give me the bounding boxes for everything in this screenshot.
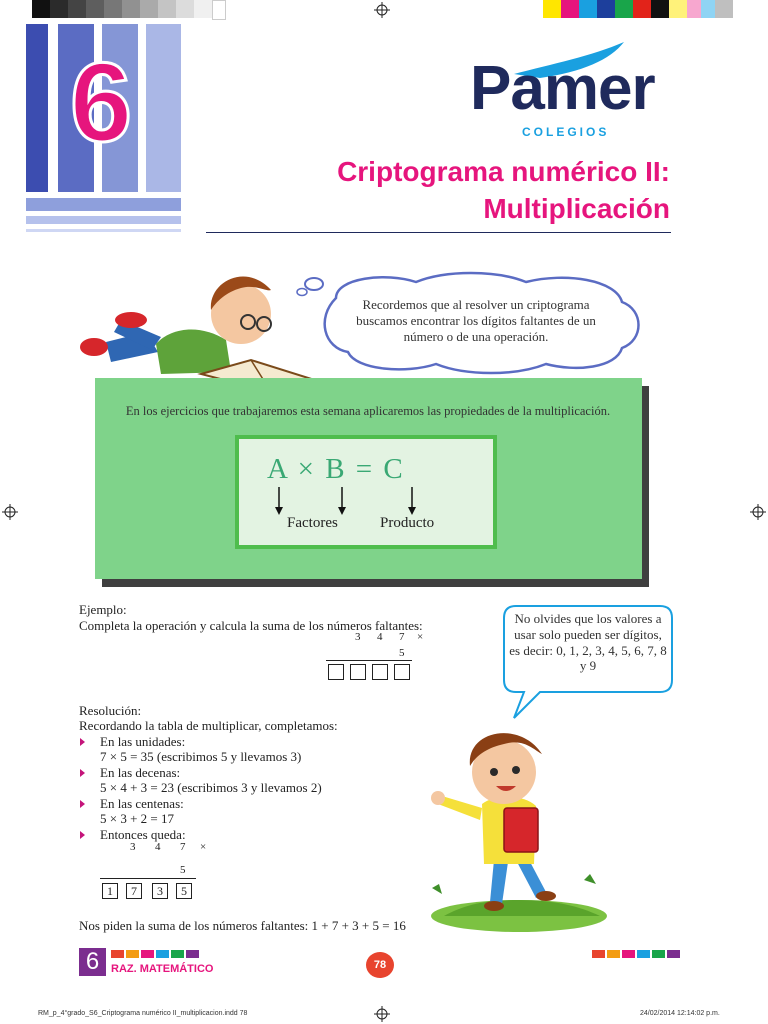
page-number-badge: 78 xyxy=(366,952,394,978)
step-detail: 5 × 3 + 2 = 17 xyxy=(100,811,174,826)
resolution-intro: Recordando la tabla de multiplicar, completamos: xyxy=(79,718,338,733)
resolution-heading: Resolución: xyxy=(79,703,142,718)
result-digit: 3 xyxy=(152,883,168,899)
step-label: En las unidades: xyxy=(100,734,186,749)
bullet-icon xyxy=(80,831,85,839)
logo-subtext: COLEGIOS xyxy=(522,125,610,139)
page-title-line2: Multiplicación xyxy=(483,193,670,224)
bullet-icon xyxy=(80,738,85,746)
missing-digit-box xyxy=(350,664,366,680)
conclusion-text: Nos piden la suma de los números faltantes: 1 + 7 + 3 + 5 = 16 xyxy=(79,918,406,933)
date-info: 24/02/2014 12:14:02 p.m. xyxy=(640,1010,720,1017)
registration-mark-icon xyxy=(750,504,766,520)
concept-intro: En los ejercicios que trabajaremos esta semana aplicaremos las propiedades de la multiplicación. xyxy=(125,404,611,418)
registration-mark-icon xyxy=(2,504,18,520)
step-detail: 7 × 5 = 35 (escribimos 5 y llevamos 3) xyxy=(100,749,302,764)
concept-box xyxy=(95,378,642,579)
missing-digit-box xyxy=(328,664,344,680)
example-heading: Ejemplo: xyxy=(79,602,127,617)
logo-wordmark: Pamer xyxy=(470,54,655,123)
step-label: En las decenas: xyxy=(100,765,181,780)
footer-subject: RAZ. MATEMÁTICO xyxy=(111,963,214,975)
formula-arrows xyxy=(239,485,493,517)
step-detail: 5 × 4 + 3 = 23 (escribimos 3 y llevamos 2) xyxy=(100,780,322,795)
footer-chapter-badge: 6 xyxy=(79,948,106,976)
page-title-line1: Criptograma numérico II: xyxy=(337,156,670,187)
speech-bubble-text: No olvides que los valores a usar solo pueden ser dígitos, es decir: 0, 1, 2, 3, 4, 5, 6, 7, 8 y 9 xyxy=(509,611,667,674)
missing-digit-box xyxy=(372,664,388,680)
boy-with-book-illustration xyxy=(424,720,614,932)
result-digit: 7 xyxy=(126,883,142,899)
formula-card xyxy=(235,435,497,549)
result-digit: 1 xyxy=(102,883,118,899)
result-digit: 5 xyxy=(176,883,192,899)
registration-mark-icon xyxy=(374,2,390,18)
chapter-number: 6 xyxy=(69,40,133,165)
thought-bubble-text: Recordemos que al resolver un criptograma buscamos encontrar los dígitos faltantes de un número o de una operación. xyxy=(356,297,596,344)
step-label: Entonces queda: xyxy=(100,827,186,842)
formula-text: A × B = C xyxy=(267,453,405,485)
missing-digit-box xyxy=(394,664,410,680)
factors-label: Factores xyxy=(287,515,338,531)
title-underline xyxy=(206,232,671,233)
example-prompt: Completa la operación y calcula la suma de los números faltantes: xyxy=(79,618,423,633)
boy-reading-illustration xyxy=(76,262,326,397)
product-label: Producto xyxy=(380,515,435,531)
file-info: RM_p_4°grado_S6_Criptograma numérico II_multiplicacion.indd 78 xyxy=(38,1010,248,1017)
bullet-icon xyxy=(80,769,85,777)
registration-mark-icon xyxy=(374,1006,390,1022)
step-label: En las centenas: xyxy=(100,796,184,811)
bullet-icon xyxy=(80,800,85,808)
